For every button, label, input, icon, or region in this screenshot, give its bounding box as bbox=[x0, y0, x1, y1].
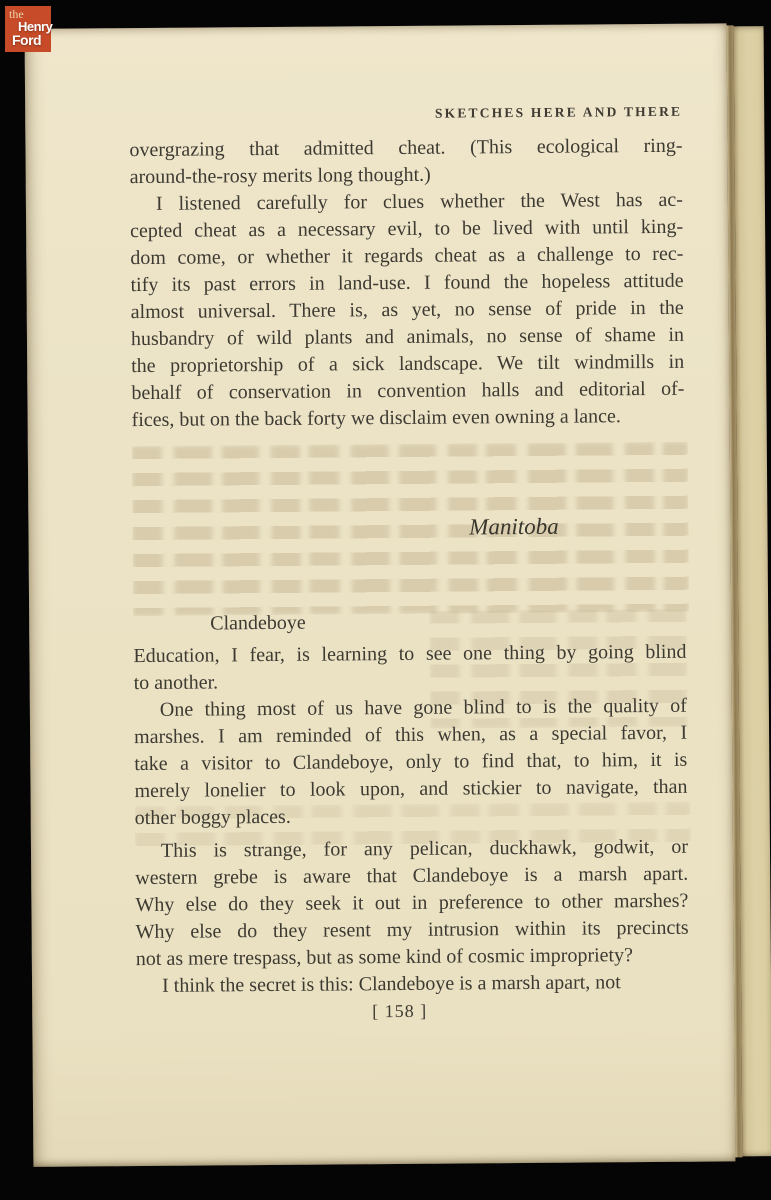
text-line: not as mere trespass, but as some kind of cosmic impropriety? bbox=[135, 944, 634, 971]
scanned-book-spread bbox=[25, 23, 771, 1169]
paragraph bbox=[135, 834, 689, 973]
paragraph bbox=[136, 969, 689, 1000]
text-line: dom come, or whether it regards cheat as a challenge to rec- bbox=[130, 242, 684, 270]
text-column bbox=[129, 24, 691, 1166]
page-number: [ 158 ] bbox=[372, 1000, 428, 1022]
text-line: fices, but on the back forty we disclaim even owning a lance. bbox=[131, 405, 621, 432]
text-line: I think the secret is this: Clandeboye is a marsh apart, not bbox=[161, 971, 621, 997]
text-line: This is strange, for any pelican, duckhawk, godwit, or bbox=[160, 835, 689, 862]
text-line: other boggy places. bbox=[134, 805, 291, 830]
text-line: I listened carefully for clues whether the West has ac- bbox=[155, 188, 683, 215]
text-line: Why else do they resent my intrusion within its precincts bbox=[135, 916, 689, 944]
paragraph bbox=[134, 693, 688, 832]
text-line: cepted cheat as a necessary evil, to be lived with until king- bbox=[130, 215, 684, 243]
text-line: tify its past errors in land-use. I found the hopeless attitude bbox=[130, 269, 684, 297]
section-heading-manitoba: Manitoba bbox=[469, 513, 559, 540]
text-line: almost universal. There is, as yet, no sense of pride in the bbox=[130, 296, 684, 324]
logo-word-henry: Henry bbox=[18, 19, 53, 34]
text-line: around-the-rosy merits long thought.) bbox=[129, 163, 431, 189]
henry-ford-logo bbox=[5, 6, 51, 52]
paragraph bbox=[129, 133, 682, 191]
text-line: Why else do they seek it out in preference to other marshes? bbox=[135, 889, 689, 917]
book-page bbox=[25, 23, 736, 1166]
paragraph bbox=[130, 187, 685, 434]
subsection-heading-clandeboye: Clandeboye bbox=[210, 611, 306, 635]
text-line: behalf of conservation in convention halls and editorial of- bbox=[131, 377, 685, 405]
text-line: marshes. I am reminded of this when, as a special favor, I bbox=[134, 721, 688, 749]
text-line: husbandry of wild plants and animals, no sense of shame in bbox=[130, 323, 685, 351]
logo-word-the: the bbox=[9, 7, 24, 21]
logo-word-ford: Ford bbox=[12, 32, 42, 48]
running-header: SKETCHES HERE AND THERE bbox=[434, 103, 683, 121]
text-line: to another. bbox=[133, 671, 219, 695]
text-line: the proprietorship of a sick landscape. We tilt windmills in bbox=[131, 350, 685, 378]
text-line: take a visitor to Clandeboye, only to find that, to him, it is bbox=[134, 748, 688, 776]
paragraph bbox=[133, 639, 686, 697]
text-line: One thing most of us have gone blind to is the quality of bbox=[159, 694, 687, 721]
text-line: overgrazing that admitted cheat. (This ecological ring- bbox=[129, 134, 683, 162]
text-line: Education, I fear, is learning to see one thing by going blind bbox=[133, 640, 687, 668]
text-line: western grebe is aware that Clandeboye is a marsh apart. bbox=[135, 862, 689, 890]
text-line: merely lonelier to look upon, and stickier to navigate, than bbox=[134, 775, 688, 803]
